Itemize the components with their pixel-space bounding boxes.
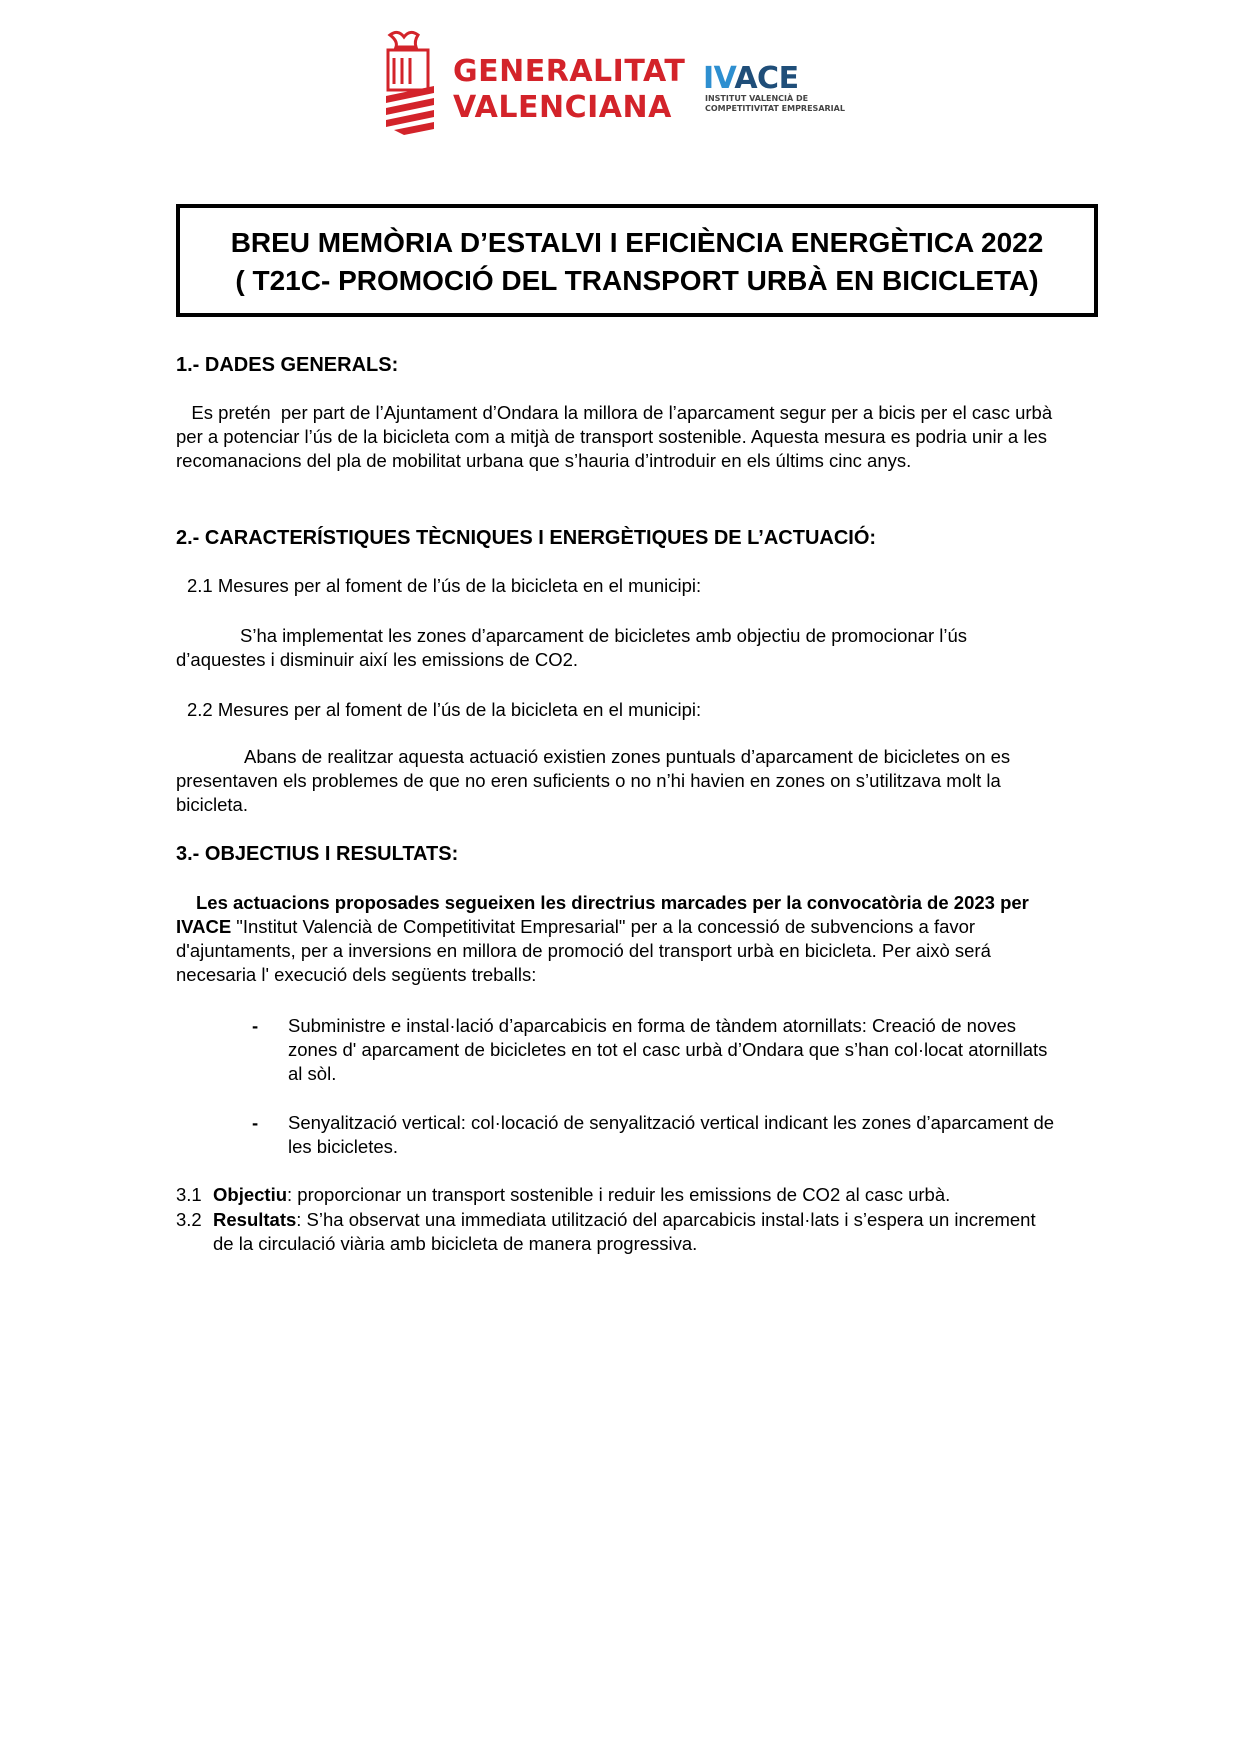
title-line1: BREU MEMÒRIA D’ESTALVI I EFICIÈNCIA ENERGÈTICA 2022 [230, 227, 1044, 258]
ivace-logo-subtitle [705, 94, 845, 114]
results-number: 3.2 [176, 1209, 202, 1230]
ivace-logo-word-a: IV [703, 61, 735, 96]
bullet-item: Senyalització vertical: col·locació de senyalització vertical indicant les zones d’aparcament de les bicicletes. [288, 1112, 1055, 1157]
generalitat-emblem-icon [380, 30, 440, 145]
section2-sub1-body: S’ha implementat les zones d’aparcament de bicicletes amb objectiu de promocionar l’ús d’aquestes i disminuir així les emissions de CO2. [176, 625, 968, 670]
title-box [176, 204, 1098, 317]
section1-heading: 1.- DADES GENERALS: [176, 354, 399, 376]
objective-line [213, 1183, 1063, 1207]
gv-logo-line2: VALENCIANA [453, 90, 672, 125]
title-line2: ( T21C- PROMOCIÓ DEL TRANSPORT URBÀ EN BICICLETA) [235, 265, 1039, 296]
ivace-logo-sub1: INSTITUT VALENCIÀ DE [705, 94, 809, 103]
ivace-logo-sub2: COMPETITIVITAT EMPRESARIAL [705, 104, 845, 113]
section2-heading: 2.- CARACTERÍSTIQUES TÈCNIQUES I ENERGÈTIQUES DE L’ACTUACIÓ: [176, 527, 877, 549]
ivace-logo-word-b: ACE [734, 61, 799, 96]
results-label: Resultats [213, 1209, 297, 1230]
objective-text: : proporcionar un transport sostenible i reduir les emissions de CO2 al casc urbà. [287, 1184, 951, 1205]
ivace-logo-word [703, 62, 799, 96]
results-line [213, 1208, 1053, 1256]
bullet-marker: - [252, 1112, 259, 1133]
results-text: : S’ha observat una immediata utilització del aparcabicis instal·lats i s’espera un increment de la circulació viària amb bicicleta de manera progressiva. [213, 1209, 1036, 1254]
section2-sub2-body: Abans de realitzar aquesta actuació existien zones puntuals d’aparcament de bicicletes on es presentaven els problemes de que no eren suficients o no n’hi havien en zones on s’utilitzava molt la bicicleta. [176, 746, 1011, 815]
section2-sub1-heading: 2.1 Mesures per al foment de l’ús de la bicicleta en el municipi: [187, 575, 702, 596]
section3-heading: 3.- OBJECTIUS I RESULTATS: [176, 843, 459, 865]
generalitat-valenciana-logo [380, 30, 686, 145]
section3-intro-bold: Les actuacions proposades segueixen les directrius marcades per la convocatòria de 2023 per IVACE [176, 892, 1029, 937]
bullet-marker: - [252, 1015, 259, 1036]
objective-label: Objectiu [213, 1184, 288, 1205]
section3-intro [176, 891, 1056, 987]
section3-intro-rest: "Institut Valencià de Competitivitat Empresarial" per a la concessió de subvencions a favor d'ajuntaments, per a inversions en millora de promoció del transport urbà en bicicleta. Per això será necesaria l' execució dels següents treballs: [176, 916, 991, 985]
section1-body: Es pretén per part de l’Ajuntament d’Ondara la millora de l’aparcament segur per a bicis per el casc urbà per a potenciar l’ús de la bicicleta com a mitjà de transport sostenible. Aquesta mesura es podria unir a les recomanacions del pla de mobilitat urbana que s’hauria d’introduir en els últims cinc anys. [176, 402, 1058, 471]
ivace-logo [703, 61, 845, 122]
generalitat-logo-text [453, 54, 685, 126]
section2-sub2-heading: 2.2 Mesures per al foment de l’ús de la bicicleta en el municipi: [187, 699, 702, 720]
gv-logo-line1: GENERALITAT [453, 54, 686, 89]
objective-number: 3.1 [176, 1184, 202, 1205]
bullet-item: Subministre e instal·lació d’aparcabicis en forma de tàndem atornillats: Creació de noves zones d' aparcament de bicicletes en tot el casc urbà d’Ondara que s’han col·locat atornillats al sòl. [288, 1015, 1048, 1084]
